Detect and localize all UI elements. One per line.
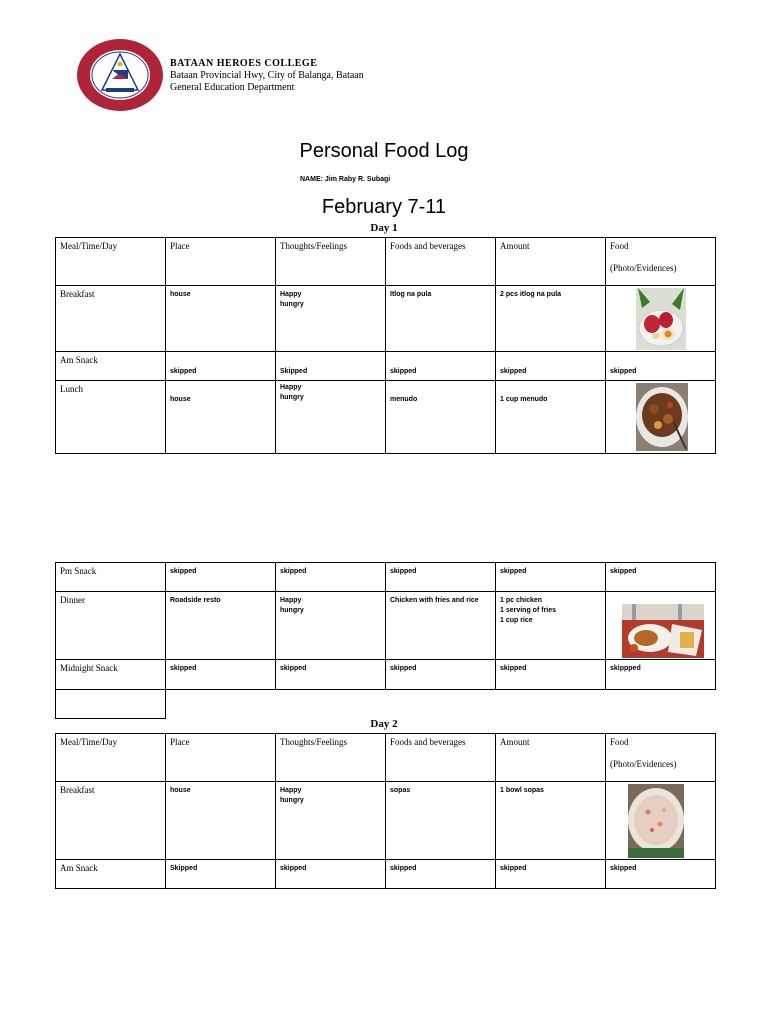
day-1-table-part-1 bbox=[55, 237, 716, 454]
meal-label: Pm Snack bbox=[60, 566, 97, 576]
menudo-photo bbox=[636, 383, 688, 451]
food-value: skippped bbox=[610, 665, 641, 672]
college-address: Bataan Provincial Hwy, City of Balanga, Bataan bbox=[170, 70, 364, 81]
day-2-label: Day 2 bbox=[370, 718, 398, 730]
table-row bbox=[56, 352, 716, 381]
column-header-sub: (Photo/Evidences) bbox=[610, 759, 677, 769]
chicken-fries-photo bbox=[622, 604, 704, 658]
day-1-label: Day 1 bbox=[370, 222, 398, 234]
thoughts-value: skipped bbox=[280, 568, 307, 575]
date-range: February 7-11 bbox=[321, 196, 447, 218]
foods-value: menudo bbox=[390, 396, 418, 403]
meal-label: Breakfast bbox=[60, 289, 95, 299]
college-seal-logo bbox=[76, 38, 164, 112]
column-header: Food bbox=[610, 241, 629, 251]
foods-value: skipped bbox=[390, 665, 417, 672]
place-value: house bbox=[170, 291, 191, 298]
day-1-table-part-2 bbox=[55, 562, 716, 690]
college-info bbox=[170, 58, 364, 94]
column-header: Amount bbox=[500, 241, 530, 251]
foods-value: skipped bbox=[390, 368, 417, 375]
column-header: Meal/Time/Day bbox=[60, 737, 118, 747]
foods-value: Itlog na pula bbox=[390, 291, 432, 298]
table-row bbox=[56, 660, 716, 690]
empty-cell bbox=[55, 690, 166, 719]
column-header: Foods and beverages bbox=[390, 737, 466, 747]
thoughts-value: Skipped bbox=[280, 368, 308, 375]
amount-value: 1 bowl sopas bbox=[500, 787, 544, 794]
place-value: Roadside resto bbox=[170, 597, 221, 604]
place-value: house bbox=[170, 787, 191, 794]
amount-value: skipped bbox=[500, 665, 527, 672]
column-header: Meal/Time/Day bbox=[60, 241, 118, 251]
amount-value: 1 pc chicken 1 serving of fries 1 cup rice bbox=[500, 597, 557, 624]
amount-value: skipped bbox=[500, 568, 527, 575]
column-header: Place bbox=[170, 737, 190, 747]
place-value: Skipped bbox=[170, 865, 198, 872]
thoughts-value: Happy hungry bbox=[280, 384, 304, 401]
table-row bbox=[56, 563, 716, 592]
thoughts-value: Happy hungry bbox=[280, 597, 304, 614]
food-value: skipped bbox=[610, 865, 637, 872]
thoughts-value: skipped bbox=[280, 865, 307, 872]
amount-value: 2 pcs itlog na pula bbox=[500, 291, 562, 298]
thoughts-value: skipped bbox=[280, 665, 307, 672]
document-title: Personal Food Log bbox=[299, 140, 469, 162]
student-name: NAME: Jim Raby R. Subagi bbox=[300, 176, 391, 183]
table-header-row bbox=[56, 238, 716, 286]
amount-value: 1 cup menudo bbox=[500, 396, 548, 403]
table-row bbox=[56, 782, 716, 860]
meal-label: Dinner bbox=[60, 595, 85, 605]
column-header: Food bbox=[610, 737, 629, 747]
column-header: Thoughts/Feelings bbox=[280, 737, 347, 747]
column-header: Thoughts/Feelings bbox=[280, 241, 347, 251]
column-header: Foods and beverages bbox=[390, 241, 466, 251]
place-value: skipped bbox=[170, 568, 197, 575]
column-header-sub: (Photo/Evidences) bbox=[610, 263, 677, 273]
sopas-photo bbox=[628, 784, 684, 858]
table-row bbox=[56, 592, 716, 660]
table-row bbox=[56, 286, 716, 352]
meal-label: Breakfast bbox=[60, 785, 95, 795]
amount-value: skipped bbox=[500, 865, 527, 872]
column-header: Place bbox=[170, 241, 190, 251]
meal-label: Lunch bbox=[60, 384, 83, 394]
foods-value: skipped bbox=[390, 865, 417, 872]
table-row bbox=[56, 860, 716, 889]
foods-value: Chicken with fries and rice bbox=[390, 597, 479, 604]
salted-eggs-photo bbox=[636, 288, 686, 350]
meal-label: Midnight Snack bbox=[60, 663, 118, 673]
letterhead bbox=[76, 38, 716, 118]
place-value: skipped bbox=[170, 368, 197, 375]
table-header-row bbox=[56, 734, 716, 782]
foods-value: sopas bbox=[390, 787, 411, 794]
thoughts-value: Happy hungry bbox=[280, 787, 304, 804]
college-name: BATAAN HEROES COLLEGE bbox=[170, 58, 318, 69]
college-department: General Education Department bbox=[170, 82, 295, 93]
amount-value: skipped bbox=[500, 368, 527, 375]
food-value: skipped bbox=[610, 368, 637, 375]
day-2-table bbox=[55, 733, 716, 889]
thoughts-value: Happy hungry bbox=[280, 291, 304, 308]
food-value: skipped bbox=[610, 568, 637, 575]
meal-label: Am Snack bbox=[60, 863, 98, 873]
column-header: Amount bbox=[500, 737, 530, 747]
place-value: house bbox=[170, 396, 191, 403]
meal-label: Am Snack bbox=[60, 355, 98, 365]
table-row bbox=[56, 381, 716, 454]
foods-value: skipped bbox=[390, 568, 417, 575]
place-value: skipped bbox=[170, 665, 197, 672]
